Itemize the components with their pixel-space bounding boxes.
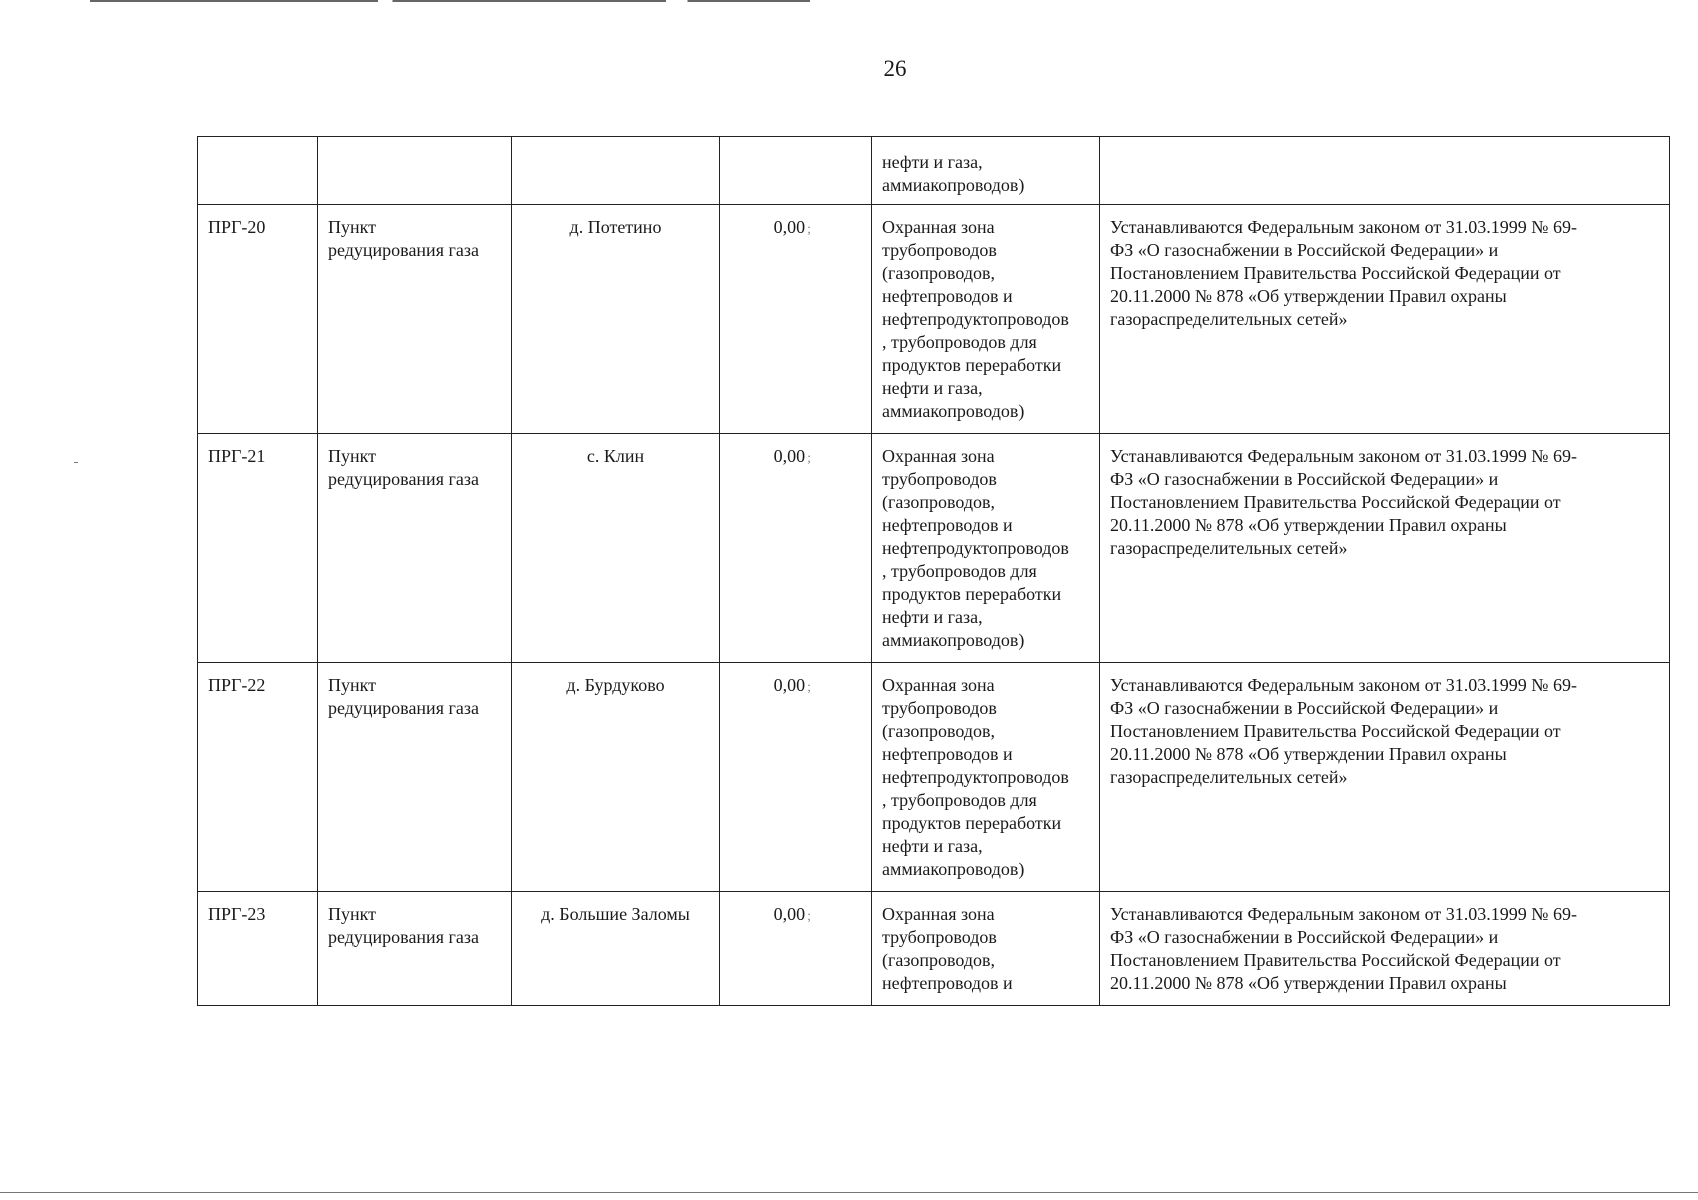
cell-name: Пункт редуцирования газа [318, 205, 512, 434]
cell-zone: нефти и газа, аммиакопроводов) [872, 137, 1100, 205]
cell-basis: Устанавливаются Федеральным законом от 31.03.1999 № 69- ФЗ «О газоснабжении в Российской Федерации» и Постановлением Правительства Российской Федерации от 20.11.2000 № 878 «Об утверждении Правил охраны газораспределительных сетей» [1100, 663, 1670, 892]
cell-location: д. Потетино [512, 205, 720, 434]
cell-basis: Устанавливаются Федеральным законом от 31.03.1999 № 69- ФЗ «О газоснабжении в Российской Федерации» и Постановлением Правительства Российской Федерации от 20.11.2000 № 878 «Об утверждении Правил охраны [1100, 892, 1670, 1006]
cell-location: д. Бурдуково [512, 663, 720, 892]
cell-basis: Устанавливаются Федеральным законом от 31.03.1999 № 69- ФЗ «О газоснабжении в Российской Федерации» и Постановлением Правительства Российской Федерации от 20.11.2000 № 878 «Об утверждении Правил охраны газораспределительных сетей» [1100, 434, 1670, 663]
page-number: 26 [883, 56, 907, 81]
cell-area [720, 137, 872, 205]
area-value: 0,00 [773, 217, 806, 237]
cell-area [720, 205, 872, 434]
cell-location: д. Большие Заломы [512, 892, 720, 1006]
cell-area [720, 663, 872, 892]
cell-zone: Охранная зона трубопроводов (газопроводов, нефтепроводов и нефтепродуктопроводов , трубопроводов для продуктов переработки нефти и газа, аммиакопроводов) [872, 663, 1100, 892]
cell-area [720, 434, 872, 663]
cell-code [198, 137, 318, 205]
scan-mark: ; [807, 680, 811, 695]
area-value: 0,00 [773, 675, 806, 695]
scan-artifact-bottom [0, 1192, 1698, 1193]
cell-code: ПРГ-23 [198, 892, 318, 1006]
cell-zone: Охранная зона трубопроводов (газопроводов, нефтепроводов и нефтепродуктопроводов , трубопроводов для продуктов переработки нефти и газа, аммиакопроводов) [872, 434, 1100, 663]
table-row-continuation [198, 137, 1670, 205]
cell-code: ПРГ-20 [198, 205, 318, 434]
cell-area [720, 892, 872, 1006]
cell-basis [1100, 137, 1670, 205]
cell-location: с. Клин [512, 434, 720, 663]
cell-name: Пункт редуцирования газа [318, 434, 512, 663]
table-row [198, 892, 1670, 1006]
scan-mark: ; [807, 451, 811, 466]
cell-code: ПРГ-22 [198, 663, 318, 892]
table-row [198, 663, 1670, 892]
area-value: 0,00 [773, 904, 806, 924]
cell-code: ПРГ-21 [198, 434, 318, 663]
table-row [198, 434, 1670, 663]
scan-artifact-dot [74, 462, 78, 463]
cell-zone: Охранная зона трубопроводов (газопроводов, нефтепроводов и [872, 892, 1100, 1006]
area-value: 0,00 [773, 446, 806, 466]
cell-zone: Охранная зона трубопроводов (газопроводов, нефтепроводов и нефтепродуктопроводов , трубопроводов для продуктов переработки нефти и газа, аммиакопроводов) [872, 205, 1100, 434]
scan-mark: ; [807, 909, 811, 924]
cell-location [512, 137, 720, 205]
cell-name [318, 137, 512, 205]
cell-name: Пункт редуцирования газа [318, 663, 512, 892]
protection-zone-table [197, 136, 1670, 1006]
cell-basis: Устанавливаются Федеральным законом от 31.03.1999 № 69- ФЗ «О газоснабжении в Российской Федерации» и Постановлением Правительства Российской Федерации от 20.11.2000 № 878 «Об утверждении Правил охраны газораспределительных сетей» [1100, 205, 1670, 434]
scan-mark: ; [807, 222, 811, 237]
scan-artifact-top [90, 0, 810, 2]
cell-name: Пункт редуцирования газа [318, 892, 512, 1006]
table-row [198, 205, 1670, 434]
